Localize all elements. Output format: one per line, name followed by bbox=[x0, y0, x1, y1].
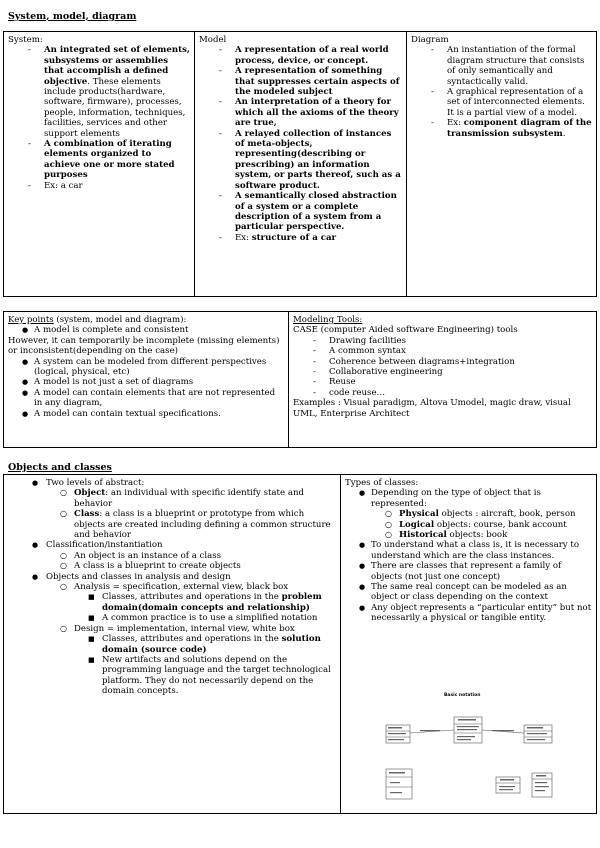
list-item: - Ex: a car bbox=[8, 181, 190, 191]
list-item: ○ Logical objects: course, bank account bbox=[371, 520, 592, 530]
keypoints-tools-table bbox=[3, 311, 597, 448]
key-points-cell bbox=[4, 312, 288, 447]
model-cell bbox=[195, 32, 406, 296]
list-item: ● Depending on the type of object that is represented: ○ Physical objects : aircraft, book, person ○ Logical objects: course, bank account ○ Historical objects: book bbox=[345, 488, 592, 540]
list-item: ○ A class is a blueprint to create objects bbox=[46, 561, 336, 571]
heading-system-model-diagram: System, model, diagram bbox=[8, 11, 137, 22]
list-item: - A representation of something that suppresses certain aspects of the modeled subject bbox=[199, 66, 402, 97]
list-item: ○ Object: an individual with specific identify state and behavior bbox=[46, 488, 336, 509]
list-item: ■ A common practice is to use a simplified notation bbox=[74, 613, 336, 623]
objects-left-cell bbox=[4, 475, 340, 813]
objects-right-list bbox=[345, 488, 592, 623]
list-item: ○ Analysis = specification, external view, black box ■ Classes, attributes and operations in the problem domain(domain concepts and relationship) ■ A common practice is to use a simplified notation bbox=[46, 582, 336, 624]
list-item: ● Classification/instantiation ○ An object is an instance of a class ○ A class is a blueprint to create objects bbox=[30, 540, 336, 571]
list-item: ○ Physical objects : aircraft, book, person bbox=[371, 509, 592, 519]
list-item: ■ Classes, attributes and operations in the solution domain (source code) bbox=[74, 634, 336, 655]
diagram-list bbox=[411, 45, 593, 139]
list-item: - An interpretation of a theory for which all the axioms of the theory are true, bbox=[199, 97, 402, 128]
list-item: - Ex: component diagram of the transmission subsystem. bbox=[411, 118, 593, 139]
list-item: ● A model can contain textual specifications. bbox=[8, 409, 284, 419]
list-item: ○ Class: a class is a blueprint or prototype from which objects are created including defining a common structure and behavior bbox=[46, 509, 336, 540]
list-item: ● Any object represents a “particular entity” but not necessarily a physical or tangible entity. bbox=[345, 603, 592, 624]
list-item: ● Two levels of abstract: ○ Object: an individual with specific identify state and behavior ○ Class: a class is a blueprint or prototype from which objects are created including defining a common structure and behavior bbox=[30, 478, 336, 540]
system-cell bbox=[4, 32, 194, 296]
basic-notation-figure bbox=[384, 693, 554, 801]
list-item: ○ An object is an instance of a class bbox=[46, 551, 336, 561]
list-item: - Coherence between diagrams+integration bbox=[293, 357, 592, 367]
list-item: ● A model is complete and consistent bbox=[8, 325, 284, 335]
list-item: ○ Historical objects: book bbox=[371, 530, 592, 540]
list-item: - A relayed collection of instances of meta-objects, representing(describing or prescribing) an information system, or parts thereof, such as a software product. bbox=[199, 129, 402, 191]
list-item: - A combination of iterating elements organized to achieve one or more stated purposes bbox=[8, 139, 190, 181]
list-item: ● A system can be modeled from different perspectives (logical, physical, etc) bbox=[8, 357, 284, 378]
list-item: ● There are classes that represent a family of objects (not just one concept) bbox=[345, 561, 592, 582]
list-item: - A common syntax bbox=[293, 346, 592, 356]
key-points-however: However, it can temporarily be incomplete (missing elements) or inconsistent(depending on the case) bbox=[8, 335, 280, 357]
key-points-list-b bbox=[8, 357, 284, 419]
diagram-cell bbox=[407, 32, 597, 296]
modeling-tools-title: Modeling Tools: bbox=[293, 315, 363, 325]
list-item: ■ Classes, attributes and operations in the problem domain(domain concepts and relationship) bbox=[74, 592, 336, 613]
list-item: - code reuse… bbox=[293, 388, 592, 398]
model-list bbox=[199, 45, 402, 243]
model-title: Model bbox=[199, 35, 227, 45]
objects-left-list bbox=[30, 478, 336, 697]
modeling-tools-list bbox=[293, 336, 592, 398]
tools-examples: Examples : Visual paradigm, Altova Umodel, magic draw, visual UML, Enterprise Architect bbox=[293, 398, 571, 419]
list-item: ● A model can contain elements that are not represented in any diagram, bbox=[8, 388, 284, 409]
list-item: - Ex: structure of a car bbox=[199, 233, 402, 243]
list-item: - A graphical representation of a set of interconnected elements. It is a partial view of a model. bbox=[411, 87, 593, 118]
list-item: - A semantically closed abstraction of a system or a complete description of a system from a particular perspective. bbox=[199, 191, 402, 233]
list-item: ● To understand what a class is, it is necessary to understand which are the class instances. bbox=[345, 540, 592, 561]
figure-title: Basic notation bbox=[444, 693, 481, 698]
system-title: System: bbox=[8, 35, 43, 45]
list-item: - Reuse bbox=[293, 377, 592, 387]
types-title: Types of classes: bbox=[345, 478, 419, 488]
list-item: - A representation of a real world process, device, or concept. bbox=[199, 45, 402, 66]
case-line: CASE (computer Aided software Engineering) tools bbox=[293, 325, 518, 336]
list-item: ● Objects and classes in analysis and design ○ Analysis = specification, external view, black box ■ Classes, attributes and operations in the problem domain(domain concepts and relationship) ■ A common practice is to use a simplified notation ○ Design = implementation, internal view, white box ■ Classes, attributes and operations in the solution domain (source code) ■ New artifacts and solutions depend on the programming language and the target technological platform. They do not necessarily depend on the domain concepts. bbox=[30, 572, 336, 697]
key-points-title: Key points (system, model and diagram): bbox=[8, 315, 187, 325]
list-item: ■ New artifacts and solutions depend on the programming language and the target technological platform. They do not necessarily depend on the domain concepts. bbox=[74, 655, 336, 697]
smd-table bbox=[3, 31, 597, 297]
list-item: ● The same real concept can be modeled as an object or class depending on the context bbox=[345, 582, 592, 603]
list-item: - An integrated set of elements, subsystems or assemblies that accomplish a defined objective. These elements include products(hardware, software, firmware), processes, people, information, techniques, facilities, services and other support elements bbox=[8, 45, 190, 139]
list-item: - Drawing facilities bbox=[293, 336, 592, 346]
key-points-list-a bbox=[8, 325, 284, 335]
list-item: - Collaborative engineering bbox=[293, 367, 592, 377]
list-item: ○ Design = implementation, internal view, white box ■ Classes, attributes and operations in the solution domain (source code) ■ New artifacts and solutions depend on the programming language and the target technological platform. They do not necessarily depend on the domain concepts. bbox=[46, 624, 336, 697]
modeling-tools-cell bbox=[289, 312, 596, 447]
uml-sketch bbox=[384, 693, 554, 801]
list-item: - An instantiation of the formal diagram structure that consists of only semantically and syntactically valid. bbox=[411, 45, 593, 87]
heading-objects-and-classes: Objects and classes bbox=[8, 462, 112, 473]
system-list bbox=[8, 45, 190, 191]
diagram-title: Diagram bbox=[411, 35, 449, 45]
list-item: ● A model is not just a set of diagrams bbox=[8, 377, 284, 387]
